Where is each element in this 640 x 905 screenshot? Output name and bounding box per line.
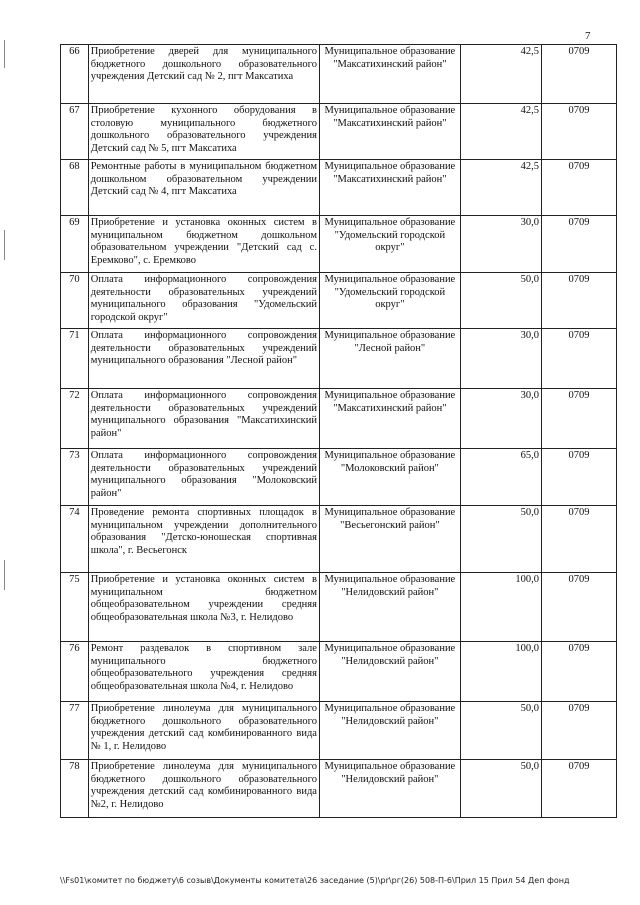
margin-mark xyxy=(4,560,5,590)
table-row xyxy=(61,573,617,642)
row-number: 74 xyxy=(61,506,89,573)
allocation-table xyxy=(60,44,617,818)
table-row xyxy=(61,760,617,818)
row-code: 0709 xyxy=(541,506,616,573)
row-recipient: Муниципальное образование "Нелидовский район" xyxy=(319,573,460,642)
row-description: Ремонт раздевалок в спортивном зале муниципального бюджетного общеобразовательного учреждения средняя общеобразовательная школа №4, г. Нелидово xyxy=(88,642,319,702)
margin-mark xyxy=(4,230,5,260)
row-code: 0709 xyxy=(541,273,616,329)
row-amount: 50,0 xyxy=(460,506,541,573)
row-amount: 42,5 xyxy=(460,104,541,160)
row-description: Приобретение дверей для муниципального бюджетного дошкольного образовательного учреждения Детский сад № 2, пгт Максатиха xyxy=(88,45,319,104)
row-amount: 42,5 xyxy=(460,160,541,216)
row-amount: 30,0 xyxy=(460,389,541,449)
table-row xyxy=(61,449,617,506)
row-number: 73 xyxy=(61,449,89,506)
row-number: 68 xyxy=(61,160,89,216)
row-recipient: Муниципальное образование "Максатихинский район" xyxy=(319,104,460,160)
row-recipient: Муниципальное образование "Лесной район" xyxy=(319,329,460,389)
row-code: 0709 xyxy=(541,160,616,216)
margin-mark xyxy=(4,40,5,68)
row-amount: 65,0 xyxy=(460,449,541,506)
row-code: 0709 xyxy=(541,389,616,449)
row-amount: 30,0 xyxy=(460,329,541,389)
row-recipient: Муниципальное образование "Весьегонский район" xyxy=(319,506,460,573)
table-row xyxy=(61,160,617,216)
row-amount: 30,0 xyxy=(460,216,541,273)
row-description: Приобретение кухонного оборудования в столовую муниципального бюджетного дошкольного образовательного учреждения Детский сад № 5, пгт Максатиха xyxy=(88,104,319,160)
table-row xyxy=(61,389,617,449)
row-amount: 50,0 xyxy=(460,273,541,329)
row-number: 77 xyxy=(61,702,89,760)
row-amount: 100,0 xyxy=(460,642,541,702)
row-code: 0709 xyxy=(541,104,616,160)
row-code: 0709 xyxy=(541,642,616,702)
table-row xyxy=(61,702,617,760)
row-recipient: Муниципальное образование "Нелидовский район" xyxy=(319,760,460,818)
row-code: 0709 xyxy=(541,573,616,642)
page-number: 7 xyxy=(585,30,591,42)
table-row xyxy=(61,506,617,573)
row-code: 0709 xyxy=(541,702,616,760)
row-recipient: Муниципальное образование "Нелидовский район" xyxy=(319,642,460,702)
row-description: Ремонтные работы в муниципальном бюджетном дошкольном образовательном учреждении Детский сад № 4, пгт Максатиха xyxy=(88,160,319,216)
table-row xyxy=(61,104,617,160)
row-description: Оплата информационного сопровождения деятельности образовательных учреждений муниципального образования "Удомельский городской округ" xyxy=(88,273,319,329)
row-description: Оплата информационного сопровождения деятельности образовательных учреждений муниципального образования "Максатихинский район" xyxy=(88,389,319,449)
row-code: 0709 xyxy=(541,449,616,506)
row-recipient: Муниципальное образование "Удомельский городской округ" xyxy=(319,273,460,329)
row-description: Оплата информационного сопровождения деятельности образовательных учреждений муниципального образования "Молоковский район" xyxy=(88,449,319,506)
row-recipient: Муниципальное образование "Максатихинский район" xyxy=(319,160,460,216)
table-row xyxy=(61,45,617,104)
row-code: 0709 xyxy=(541,329,616,389)
row-amount: 100,0 xyxy=(460,573,541,642)
footer-file-path: \\Fs01\комитет по бюджету\6 созыв\Документы комитета\26 заседание (5)\pr\рг(26) 508-П-6\Прил 15 Прил 54 Деп фонд xyxy=(60,876,570,885)
row-number: 72 xyxy=(61,389,89,449)
row-code: 0709 xyxy=(541,45,616,104)
row-number: 71 xyxy=(61,329,89,389)
row-recipient: Муниципальное образование "Максатихинский район" xyxy=(319,389,460,449)
row-number: 69 xyxy=(61,216,89,273)
row-description: Проведение ремонта спортивных площадок в муниципальном учреждении дополнительного образования "Детско-юношеская спортивная школа", г. Весьегонск xyxy=(88,506,319,573)
row-number: 66 xyxy=(61,45,89,104)
row-recipient: Муниципальное образование "Удомельский городской округ" xyxy=(319,216,460,273)
row-amount: 42,5 xyxy=(460,45,541,104)
table-row xyxy=(61,642,617,702)
row-recipient: Муниципальное образование "Молоковский район" xyxy=(319,449,460,506)
row-number: 67 xyxy=(61,104,89,160)
row-recipient: Муниципальное образование "Нелидовский район" xyxy=(319,702,460,760)
row-number: 70 xyxy=(61,273,89,329)
row-number: 78 xyxy=(61,760,89,818)
row-number: 76 xyxy=(61,642,89,702)
row-description: Приобретение линолеума для муниципального бюджетного дошкольного образовательного учреждения детский сад комбинированного вида №2, г. Нелидово xyxy=(88,760,319,818)
table-row xyxy=(61,329,617,389)
table-row xyxy=(61,273,617,329)
allocation-table-body xyxy=(61,45,617,818)
row-description: Приобретение и установка оконных систем в муниципальном бюджетном дошкольном образовательном учреждении "Детский сад с. Еремково", с. Еремково xyxy=(88,216,319,273)
row-description: Приобретение и установка оконных систем в муниципальном бюджетном общеобразовательном учреждении средняя общеобразовательная школа №3, г. Нелидово xyxy=(88,573,319,642)
row-description: Приобретение линолеума для муниципального бюджетного дошкольного образовательного учреждения детский сад комбинированного вида № 1, г. Нелидово xyxy=(88,702,319,760)
row-recipient: Муниципальное образование "Максатихинский район" xyxy=(319,45,460,104)
row-code: 0709 xyxy=(541,216,616,273)
row-description: Оплата информационного сопровождения деятельности образовательных учреждений муниципального образования "Лесной район" xyxy=(88,329,319,389)
row-amount: 50,0 xyxy=(460,702,541,760)
table-row xyxy=(61,216,617,273)
row-number: 75 xyxy=(61,573,89,642)
row-amount: 50,0 xyxy=(460,760,541,818)
row-code: 0709 xyxy=(541,760,616,818)
